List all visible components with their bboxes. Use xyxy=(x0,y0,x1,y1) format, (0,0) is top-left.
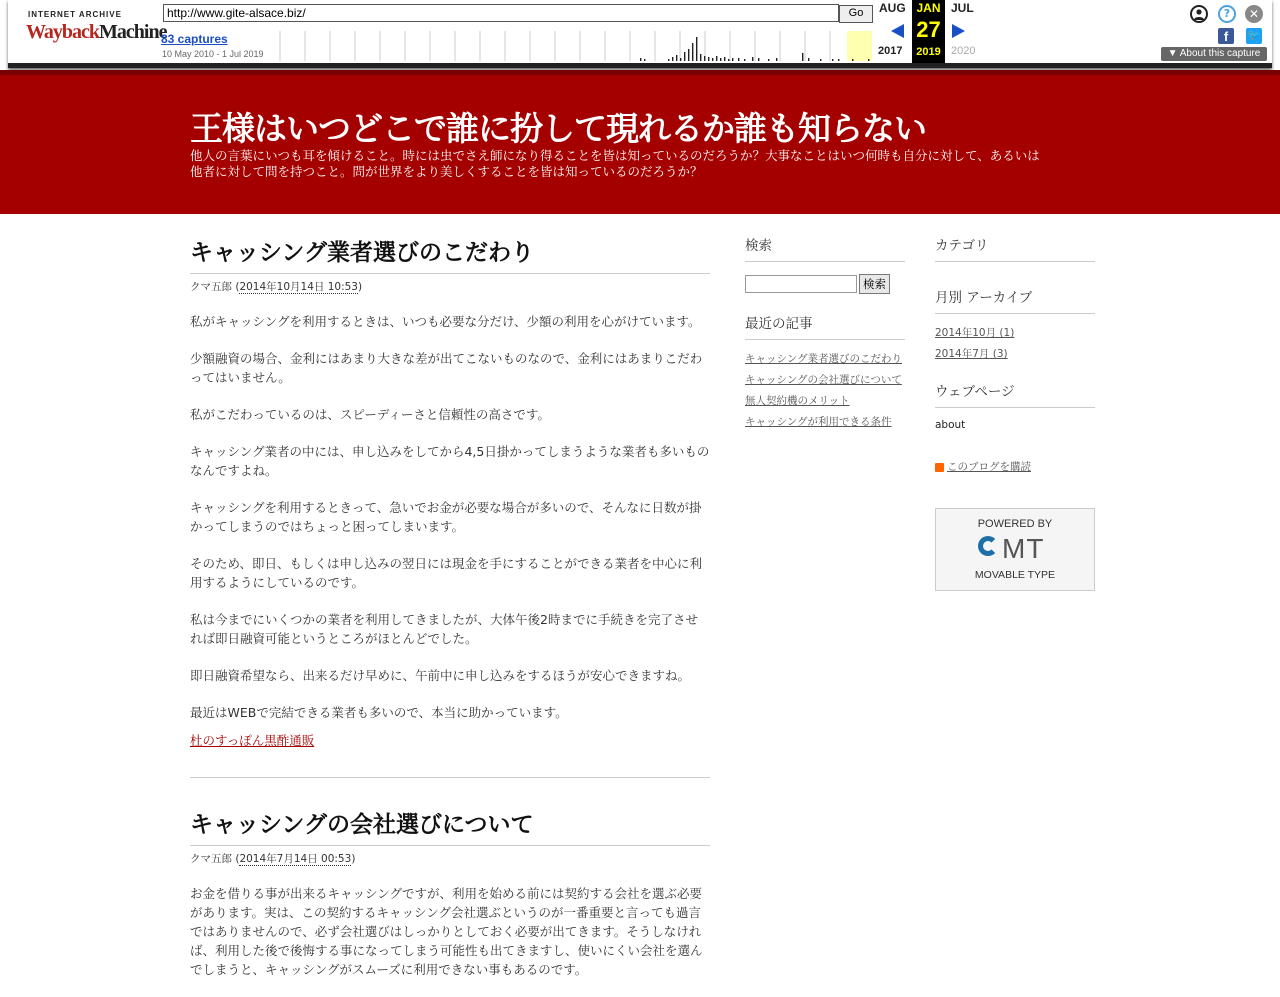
sparkline-capture-tick xyxy=(672,57,673,61)
sparkline-capture-tick xyxy=(688,49,689,61)
mt-logo-text: MT xyxy=(1002,533,1045,564)
entry-meta: クマ五郎 (2014年7月14日 00:53) xyxy=(190,853,356,865)
wayback-cur-month: JAN xyxy=(916,1,941,15)
entry-author: クマ五郎 xyxy=(190,281,232,293)
entry-date[interactable]: 2014年10月14日 10:53 xyxy=(239,281,358,293)
blog-description: 他人の言葉にいつも耳を傾けること。時には虫でさえ師になり得ることを皆は知っているのだろうか？大事なことはいつ何時も自分に対して、あるいは他者に対して問を持つこと。問が世界をより美しくすることを皆は知っているのだろうか？ xyxy=(190,148,1040,179)
powered-by-label: POWERED BY xyxy=(977,518,1053,530)
sparkline-capture-tick xyxy=(838,59,839,61)
sparkline-capture-tick xyxy=(852,59,853,61)
list-item xyxy=(745,351,905,367)
movable-type-logo-icon xyxy=(978,536,998,556)
wayback-prev-year[interactable]: 2017 xyxy=(878,45,903,57)
wayback-next-year[interactable]: 2020 xyxy=(951,45,976,57)
entry xyxy=(190,786,710,979)
wayback-logo-top: INTERNET ARCHIVE xyxy=(28,10,122,19)
wayback-current-capture xyxy=(912,0,945,63)
entry-paragraph: お金を借りる事が出来るキャッシングですが、利用を始める前には契約する会社を選ぶ必要があります。実は、この契約するキャッシング会社選ぶというのが一番重要と言っても過言ではありませんので、必ず会社選びはしっかりとしておく必要が出てきます。そうしなければ、利用した後で後悔する事になってしまう可能性も出てきますし、使いにくい会社を選んでしまうと、キャッシングがスムーズに利用できない事もあるのです。 xyxy=(190,886,703,977)
sparkline-capture-tick xyxy=(668,59,669,61)
wayback-capture-range: 10 May 2010 - 1 Jul 2019 xyxy=(162,49,264,59)
next-capture-arrow-icon[interactable] xyxy=(952,24,965,38)
sparkline-capture-tick xyxy=(720,58,721,61)
wayback-logo-red: Wayback xyxy=(26,21,100,43)
search-button[interactable]: 検索 xyxy=(859,274,890,294)
entry-sponsor-link[interactable]: 杜のすっぽん黒酢通販 xyxy=(190,733,315,748)
list-item xyxy=(745,414,905,430)
search-input[interactable] xyxy=(745,275,857,293)
user-account-icon[interactable] xyxy=(1190,5,1208,23)
sparkline-capture-tick xyxy=(676,55,677,61)
list-item xyxy=(745,393,905,409)
search-widget-title: 検索 xyxy=(745,234,905,262)
close-icon[interactable]: ✕ xyxy=(1245,5,1263,23)
sidebar-left xyxy=(745,234,905,435)
wayback-next-month[interactable]: JUL xyxy=(951,1,974,15)
entry-meta: クマ五郎 (2014年10月14日 10:53) xyxy=(190,281,363,293)
sparkline-capture-tick xyxy=(724,57,725,61)
entry-date[interactable]: 2014年7月14日 00:53 xyxy=(239,853,352,865)
sparkline-capture-tick xyxy=(868,59,869,61)
sparkline-capture-tick xyxy=(802,53,803,61)
sparkline-capture-tick xyxy=(776,58,777,61)
sparkline-capture-tick xyxy=(768,59,769,61)
sparkline-capture-tick xyxy=(708,57,709,61)
sparkline-capture-tick xyxy=(692,43,693,61)
sparkline-capture-tick xyxy=(712,58,713,61)
movable-type-label: MOVABLE TYPE xyxy=(974,569,1056,581)
entry-title[interactable]: キャッシング業者選びのこだわり xyxy=(190,214,710,274)
archive-link[interactable]: 2014年10月 (1) xyxy=(935,327,1015,339)
wayback-cur-day: 27 xyxy=(916,17,941,42)
sparkline-capture-tick xyxy=(758,58,759,61)
wayback-sparkline[interactable] xyxy=(272,31,872,61)
sparkline-capture-tick xyxy=(696,37,697,61)
archive-widget-title: 月別 アーカイブ xyxy=(935,286,1095,314)
sparkline-capture-tick xyxy=(644,59,645,61)
entry-title[interactable]: キャッシングの会社選びについて xyxy=(190,786,710,846)
sparkline-current-year xyxy=(847,31,872,61)
sidebar-right xyxy=(935,234,1095,591)
main-content xyxy=(190,214,710,997)
sparkline-capture-tick xyxy=(808,58,809,61)
entry-paragraph: キャッシング業者の中には、申し込みをしてから4,5日掛かってしまうような業者も多いものなんですよね。 xyxy=(190,444,710,478)
sparkline-capture-tick xyxy=(728,59,729,61)
archive-link[interactable]: 2014年7月 (3) xyxy=(935,348,1008,360)
about-capture-arrow-icon: ▼ xyxy=(1167,48,1180,59)
wayback-logo-dark: Machine xyxy=(99,21,167,43)
powered-by-mt-badge[interactable] xyxy=(935,508,1095,591)
entry-paragraph: そのため、即日、もしくは申し込みの翌日には現金を手にすることができる業者を中心に利用するようにしているのです。 xyxy=(190,556,703,590)
list-item xyxy=(935,346,1095,362)
feed-subscribe-link[interactable]: このブログを購読 xyxy=(947,461,1031,473)
entry-paragraph: キャッシングを利用するときって、急いでお金が必要な場合が多いので、そんなに日数が掛かってしまうのではちょっと困ってしまいます。 xyxy=(190,500,702,534)
sparkline-capture-tick xyxy=(684,52,685,61)
recent-entry-link[interactable]: キャッシングの会社選びについて xyxy=(745,373,902,386)
sparkline-capture-tick xyxy=(752,57,753,61)
entry-paragraph: 私がキャッシングを利用するときは、いつも必要な分だけ、少額の利用を心がけています。 xyxy=(190,314,701,329)
about-capture-button[interactable] xyxy=(1161,47,1267,61)
wayback-toolbar xyxy=(0,0,1280,70)
help-icon[interactable]: ? xyxy=(1218,5,1236,23)
recent-widget-title: 最近の記事 xyxy=(745,312,905,340)
wayback-cur-year: 2019 xyxy=(916,46,941,58)
wayback-logo[interactable] xyxy=(26,7,167,47)
about-capture-label: About this capture xyxy=(1179,48,1261,59)
entry-paragraph: 私は今までにいくつかの業者を利用してきましたが、大体午後2時までに手続きを完了させれば即日融資可能というところがほとんどでした。 xyxy=(190,612,698,646)
sparkline-capture-tick xyxy=(832,59,833,61)
blog-banner xyxy=(0,70,1280,214)
facebook-icon[interactable]: f xyxy=(1218,28,1234,44)
feed-subscribe xyxy=(935,459,1095,474)
sparkline-capture-tick xyxy=(704,56,705,61)
recent-entry-link[interactable]: 無人契約機のメリット xyxy=(745,394,850,407)
sparkline-capture-tick xyxy=(716,56,717,61)
wayback-url-input[interactable]: http://www.gite-alsace.biz/ xyxy=(163,4,839,22)
category-widget-title: カテゴリ xyxy=(935,234,1095,262)
entry-paragraph: 私がこだわっているのは、スピーディーさと信頼性の高さです。 xyxy=(190,407,550,422)
wayback-captures-link[interactable]: 83 captures xyxy=(161,32,228,46)
wayback-prev-month[interactable]: AUG xyxy=(879,1,906,15)
sparkline-capture-tick xyxy=(738,58,739,61)
recent-entry-link[interactable]: キャッシングが利用できる条件 xyxy=(745,415,892,428)
prev-capture-arrow-icon[interactable] xyxy=(891,24,904,38)
list-item xyxy=(935,325,1095,341)
about-link[interactable]: about xyxy=(935,419,966,431)
archive-list xyxy=(935,325,1095,362)
sparkline-capture-tick xyxy=(680,58,681,61)
entry-author: クマ五郎 xyxy=(190,853,232,865)
sparkline-capture-tick xyxy=(700,54,701,61)
entry xyxy=(190,214,710,778)
recent-entry-link[interactable]: キャッシング業者選びのこだわり xyxy=(745,352,903,365)
recent-entries-list xyxy=(745,351,905,430)
sparkline-capture-tick xyxy=(820,59,821,61)
list-item xyxy=(745,372,905,388)
wayback-logo-text xyxy=(26,21,166,44)
rss-feed-icon[interactable] xyxy=(935,463,944,472)
twitter-icon[interactable]: 🐦 xyxy=(1246,28,1262,44)
sparkline-capture-tick xyxy=(640,58,641,61)
wayback-toolbar-inner xyxy=(8,0,1272,68)
entry-paragraph: 最近はWEBで完結できる業者も多いので、本当に助かっています。 xyxy=(190,705,568,720)
entry-paragraph: 少額融資の場合、金利にはあまり大きな差が出てこないものなので、金利にはあまりこだわってはいません。 xyxy=(190,351,703,385)
blog-title[interactable]: 王様はいつどこで誰に扮して現れるか誰も知らない xyxy=(190,109,926,148)
entry-paragraph: 即日融資希望なら、出来るだけ早めに、午前中に申し込みをするほうが安心できますね。 xyxy=(190,668,691,683)
sparkline-capture-tick xyxy=(744,59,745,61)
entry-divider xyxy=(190,777,710,778)
search-form xyxy=(745,273,905,294)
sparkline-capture-tick xyxy=(732,58,733,61)
webpage-widget-title: ウェブページ xyxy=(935,380,1095,408)
wayback-go-button[interactable]: Go xyxy=(839,5,873,23)
